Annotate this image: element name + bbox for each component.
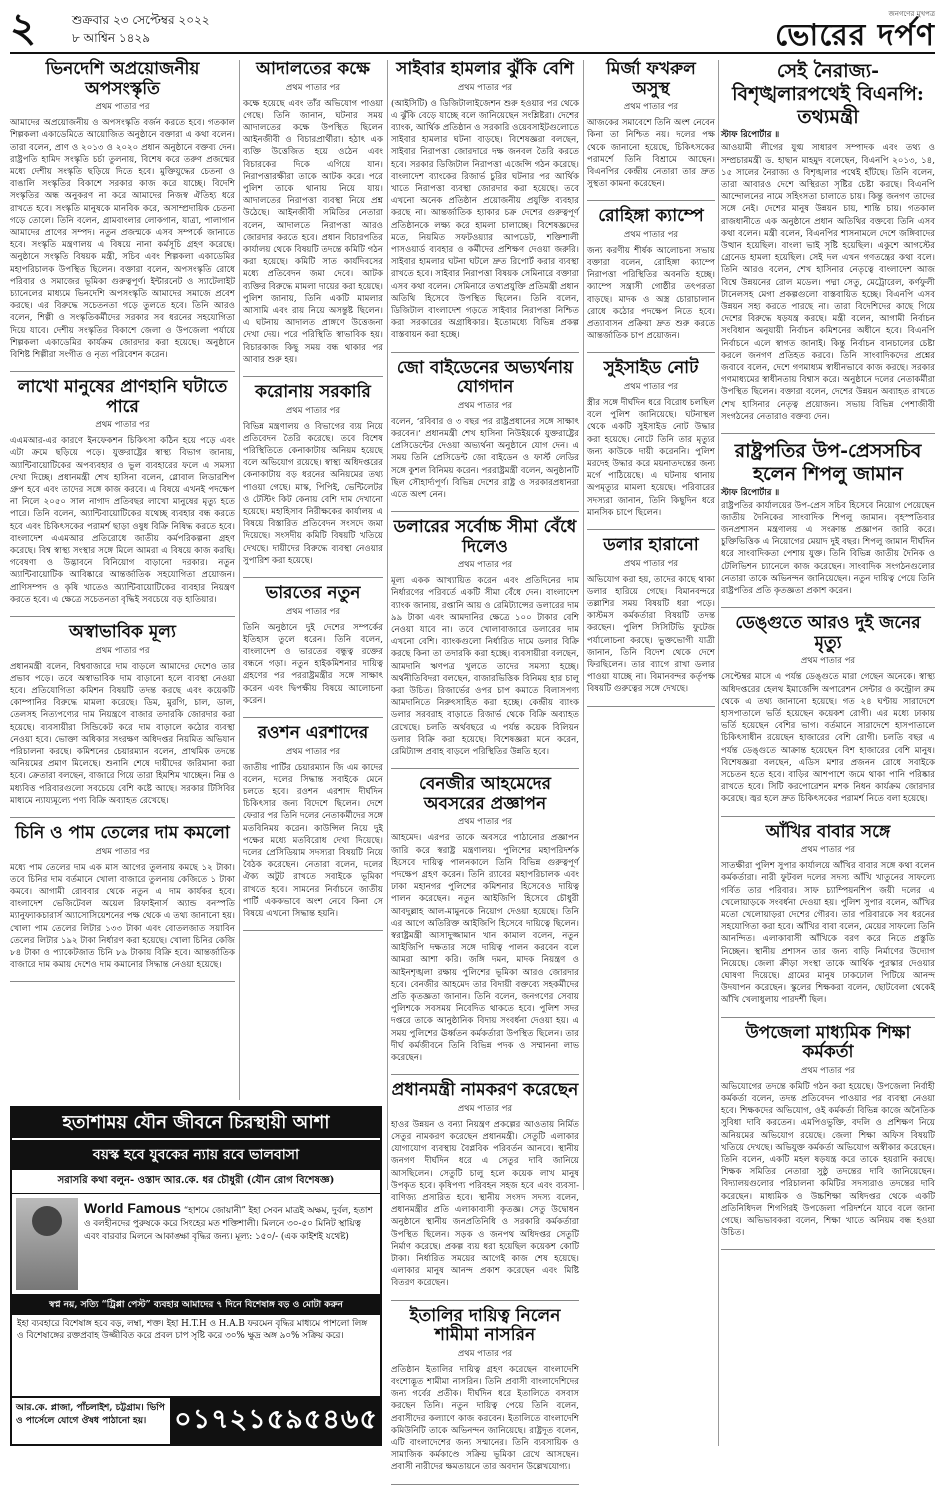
story-body: সাতক্ষীরা পুলিশ সুপার কার্যালয়ে আঁখির বাবার সঙ্গে কথা বলেন কর্মকর্তারা। নারী ফুটবল দলের সদস্য আঁখি খাতুনের সাফল্যে গর্বিত তার পরিবার। সাফ চ্যাম্পিয়নশিপ জয়ী দলের এ খেলোয়াড়কে সংবর্ধনা দেওয়া হয়। পুলিশ সুপার বলেন, আঁখির মতো খেলোয়াড়রা দেশের গৌরব। তার পরিবারকে সব ধরনের সহযোগিতা করা হবে। আঁখির বাবা বলেন, মেয়ের সাফল্যে তিনি আনন্দিত। এলাকাবাসী আঁখিকে বরণ করে নিতে প্রস্তুতি নিচ্ছেন। স্থানীয় প্রশাসন তার জন্য বাড়ি নির্মাণের উদ্যোগ নিয়েছে। জেলা ক্রীড়া সংস্থা তাকে আর্থিক পুরস্কার দেওয়ার ঘোষণা দিয়েছে। গ্রামের মানুষ ঢাকঢোল পিটিয়ে আনন্দ উদযাপন করেছেন। স্কুলের শিক্ষকরা বলেন, ছোটবেলা থেকেই আঁখি খেলাধুলায় পারদর্শী ছিল।	[721, 861, 935, 1006]
column-5	[721, 60, 935, 1446]
story-price	[10, 623, 235, 818]
story-body: মূল্য একক আখ্যায়িত করেন এবং প্রতিদিনের দাম নির্ধারণের পরিবর্তে একটি সীমা বেঁধে দেন। বাংলাদেশ ব্যাংক জানায়, রপ্তানি আয় ও রেমিট্যান্সের ডলারের দাম ৯৯ টাকা এবং আমদানির ক্ষেত্রে ১০০ টাকার বেশি নেওয়া যাবে না। তবে খোলাবাজারে ডলারের দাম এখনো বেশি। ব্যাংকগুলো নির্ধারিত দামে ডলার বিক্রি করছে কিনা তা তদারকি করা হচ্ছে। ব্যবসায়ীরা বলছেন, আমদানি ঋণপত্র খুলতে তাদের সমস্যা হচ্ছে। অর্থনীতিবিদরা বলছেন, বাজারভিত্তিক বিনিময় হার চালু করা উচিত। রিজার্ভের ওপর চাপ কমাতে বিলাসপণ্য আমদানিতে নিরুৎসাহিত করা হচ্ছে। কেন্দ্রীয় ব্যাংক ডলার সরবরাহ বাড়াতে রিজার্ভ থেকে বিক্রি অব্যাহত রেখেছে। চলতি অর্থবছরে এ পর্যন্ত কয়েক বিলিয়ন ডলার বিক্রি করা হয়েছে। বিশেষজ্ঞরা মনে করেন, রেমিট্যান্স প্রবাহ বাড়লে পরিস্থিতির উন্নতি হবে।	[391, 576, 579, 758]
date-bengali: ৮ আশ্বিন ১৪২৯	[72, 31, 151, 45]
story-italy	[391, 1307, 579, 1485]
newspaper-page	[10, 4, 935, 1473]
story-headline: লাখো মানুষের প্রাণহানি ঘটাতে পারে	[17, 377, 228, 417]
column-3	[391, 59, 579, 1473]
story-upazila	[721, 1024, 935, 1251]
story-suicide	[587, 359, 715, 530]
ad-strip: স্বপ্ন নয়, সত্যি “ট্রিপ্পা পেস্ট” ব্যবহার আমাদের ৭ দিনে বিশেষাঙ্গ বড় ও মোটা করুন	[12, 1294, 380, 1315]
story-continued: প্রথম পাতার পর	[457, 82, 513, 93]
column-1	[10, 60, 235, 1100]
story-continued: প্রথম পাতার পর	[800, 1065, 856, 1076]
newspaper-logo	[775, 8, 935, 52]
column-divider	[387, 60, 388, 1190]
story-body: আওয়ামী লীগের যুগ্ম সাধারণ সম্পাদক এবং তথ্য ও সম্প্রচারমন্ত্রী ড. হাছান মাহমুদ বলেছেন, বিএনপি ২০১৩, ১৪, ১৫ সালের নৈরাজ্য ও বিশৃঙ্খলার পথেই হাঁটছে। তিনি বলেন, তারা আবারও দেশে অস্থিরতা সৃষ্টির চেষ্টা করছে। বিএনপি আন্দোলনের নামে সহিংসতা চালাতে চায়। কিন্তু জনগণ তাদের সঙ্গে নেই। দেশের মানুষ উন্নয়ন চায়, শান্তি চায়। গতকাল রাজধানীতে এক অনুষ্ঠানে প্রধান অতিথির বক্তব্যে তিনি এসব কথা বলেন। মন্ত্রী বলেন, বিএনপির শাসনামলে দেশে জঙ্গিবাদের উত্থান হয়েছিল। বাংলা ভাই সৃষ্টি হয়েছিল। একুশে আগস্টের গ্রেনেড হামলা হয়েছিল। সেই দল এখন গণতন্ত্রের কথা বলে। তিনি আরও বলেন, শেখ হাসিনার নেতৃত্বে বাংলাদেশ আজ বিশ্বে উন্নয়নের রোল মডেল। পদ্মা সেতু, মেট্রোরেল, কর্ণফুলী টানেলসহ মেগা প্রকল্পগুলো বাস্তবায়িত হচ্ছে। বিএনপি এসব উন্নয়ন সহ্য করতে পারছে না। তারা বিদেশিদের কাছে গিয়ে দেশের বিরুদ্ধে ষড়যন্ত্র করছে। মন্ত্রী বলেন, আগামী নির্বাচন সংবিধান অনুযায়ী নির্বাচন কমিশনের অধীনে হবে। বিএনপি নির্বাচনে এলে স্বাগত জানাই। কিন্তু নির্বাচন বানচালের চেষ্টা করলে জনগণ প্রতিহত করবে। তিনি সাংবাদিকদের প্রশ্নের জবাবে বলেন, দেশে গণমাধ্যম স্বাধীনভাবে কাজ করছে। সরকার গণমাধ্যমের স্বাধীনতায় বিশ্বাস করে। অনুষ্ঠানে দলের নেতাকর্মীরা উপস্থিত ছিলেন। বক্তারা বলেন, দেশের উন্নয়ন অব্যাহত রাখতে শেখ হাসিনার নেতৃত্ব প্রয়োজন। সভায় বিভিন্ন পেশাজীবী সংগঠনের নেতারাও বক্তব্য দেন।	[721, 143, 935, 422]
story-continued: প্রথম পাতার পর	[800, 845, 856, 856]
story-mirza	[587, 60, 715, 201]
story-continued: প্রথম পাতার পর	[95, 420, 150, 431]
story-body: বলেন, ‘রবিবার ও ৩ বছর পর রাষ্ট্রপ্রধানের সঙ্গে সাক্ষাৎ করবেন।’ প্রধানমন্ত্রী শেখ হাসিনা নিউইয়র্কে যুক্তরাষ্ট্রের প্রেসিডেন্টের দেওয়া অভ্যর্থনা অনুষ্ঠানে যোগ দেন। এ সময় তিনি প্রেসিডেন্ট জো বাইডেন ও ফার্স্ট লেডির সঙ্গে কুশল বিনিময় করেন। পররাষ্ট্রমন্ত্রী বলেন, অনুষ্ঠানটি ছিল সৌহার্দ্যপূর্ণ। বিভিন্ন দেশের রাষ্ট্র ও সরকারপ্রধানরা এতে অংশ নেন।	[391, 416, 579, 500]
story-continued: প্রথম পাতার পর	[285, 405, 341, 416]
story-continued: প্রথম পাতার পর	[95, 846, 150, 857]
ad-body: ইহা ব্যবহারে বিশেষাঙ্গ হবে বড়, লম্বা, শক্ত। ইহা H.T.H ও H.A.B ফরমেন বৃদ্ধির মাধ্যমে পাশলো লিঙ্গ ও বিশেষাঙ্গের রক্তপ্রবাহ উজ্জীবিত করে প্রবল চাপ সৃষ্টি করে ৩০% ক্ষুদ্র অঙ্গ ৯০% সক্রিয় করে।	[17, 1318, 368, 1342]
story-dollar-limit	[391, 518, 579, 769]
story-continued: প্রথম পাতার পর	[95, 645, 150, 656]
story-body: এএমআর-এর কারণে ইনফেকশন চিকিৎসা কঠিন হয়ে পড়ে এবং এটা ক্রমে ছড়িয়ে পড়ে। যুক্তরাষ্ট্রের স্বাস্থ্য বিভাগ জানায়, অ্যান্টিবায়োটিকের অপব্যবহার ও ভুল ব্যবহারের ফলে এ সমস্যা দেখা দিচ্ছে। প্রধানমন্ত্রী শেখ হাসিনা বলেন, গ্লোবাল লিডারশিপ গ্রুপ হবে এবং তাদের সঙ্গে কাজ করবে। এ বিষয়ে এখনই পদক্ষেপ না নিলে ২০৫০ সাল নাগাদ প্রতিবছর লাখো মানুষের মৃত্যু হতে পারে। তিনি বলেন, অ্যান্টিবায়োটিকের যথেচ্ছ ব্যবহার বন্ধ করতে হবে এবং চিকিৎসকের পরামর্শ ছাড়া ওষুধ বিক্রি নিষিদ্ধ করতে হবে। বাংলাদেশ এএমআর প্রতিরোধে জাতীয় কর্মপরিকল্পনা গ্রহণ করেছে। বিশ্ব স্বাস্থ্য সংস্থার সঙ্গে মিলে আমরা এ বিষয়ে কাজ করছি। গবেষণা ও উদ্ভাবনে বিনিয়োগ বাড়ানো দরকার। নতুন অ্যান্টিবায়োটিক আবিষ্কারে আন্তর্জাতিক সহযোগিতা প্রয়োজন। প্রাণিসম্পদ ও কৃষি খাতেও অ্যান্টিবায়োটিকের ব্যবহার নিয়ন্ত্রণ করতে হবে। এ ক্ষেত্রে সচেতনতা বৃদ্ধিই সবচেয়ে বড় হাতিয়ার।	[10, 436, 235, 605]
story-shipul	[721, 440, 935, 608]
story-headline: সাইবার হামলার ঝুঁকি বেশি	[396, 59, 574, 79]
story-continued: প্রথম পাতার পর	[623, 102, 679, 113]
column-divider	[583, 60, 584, 1190]
story-body: অভিযোগ করা হয়, তাদের কাছে থাকা ডলার হারিয়ে গেছে। বিমানবন্দরে তল্লাশির সময় বিষয়টি ধরা পড়ে। কাস্টমস কর্মকর্তারা বিষয়টি তদন্ত করছেন। পুলিশ সিসিটিভি ফুটেজ পর্যালোচনা করছে। ভুক্তভোগী যাত্রী জানান, তিনি বিদেশ থেকে দেশে ফিরছিলেন। তার ব্যাগে রাখা ডলার পাওয়া যাচ্ছে না। বিমানবন্দর কর্তৃপক্ষ বিষয়টি গুরুত্বের সঙ্গে দেখছে।	[587, 574, 715, 695]
story-headline: রাষ্ট্রপতির উপ-প্রেসসচিব হলেন শিপলু জামান	[734, 440, 922, 485]
ad-product-text: “হাশমে জোয়ানী” ইহা সেবন মাত্রই অক্ষম, দুর্বল, হতাশ ও বলহীনদের পুরুষকে করে সিংহের মত শক্তিশালী। মিলনে ৩০-৫০ মিনিট স্থায়িত্ব এবং বারবার মিলনে আকাঙ্ক্ষা বৃদ্ধির জন্য। মূল্য: ১৫০/- (এক কাইশই যথেষ্ট)	[84, 1205, 373, 1242]
story-headline: আঁখির বাবার সঙ্গে	[765, 821, 891, 842]
story-headline: ভিনদেশি অপ্রয়োজনীয় অপসংস্কৃতি	[45, 59, 200, 99]
columns-area	[10, 59, 935, 1473]
story-body: সেপ্টেম্বর মাসে এ পর্যন্ত ডেঙ্গুতে মারা গেছেন অনেকে। স্বাস্থ্য অধিদপ্তরের হেলথ ইমার্জেন্সি অপারেশন সেন্টার ও কন্ট্রোল রুম থেকে এ তথ্য জানানো হয়েছে। গত ২৪ ঘণ্টায় সারাদেশে হাসপাতালে ভর্তি হয়েছেন কয়েকশ রোগী। এর মধ্যে ঢাকায় ভর্তি হয়েছেন বেশির ভাগ। বর্তমানে সারাদেশে হাসপাতালে চিকিৎসাধীন রয়েছেন হাজারের বেশি রোগী। চলতি বছর এ পর্যন্ত ডেঙ্গুতে আক্রান্ত হয়েছেন বিশ হাজারের বেশি মানুষ। বিশেষজ্ঞরা বলছেন, এডিস মশার প্রজনন রোধে সবাইকে সচেতন হতে হবে। বাড়ির আশপাশে জমে থাকা পানি পরিষ্কার রাখতে হবে। সিটি করপোরেশন মশক নিধন কার্যক্রম জোরদার করেছে। জ্বর হলে দ্রুত চিকিৎসকের পরামর্শ নিতে বলা হয়েছে।	[721, 672, 935, 805]
story-body: কক্ষে হয়েছে এবং তাঁর অভিযোগ পাওয়া গেছে। তিনি জানান, ঘটনার সময় আদালতের কক্ষে উপস্থিত ছিলেন আইনজীবী ও বিচারপ্রার্থীরা। হঠাৎ এক ব্যক্তি উত্তেজিত হয়ে ওঠেন এবং বিচারকের দিকে এগিয়ে যান। নিরাপত্তারক্ষীরা তাকে আটক করে। পরে পুলিশ তাকে থানায় নিয়ে যায়। আদালতের নিরাপত্তা ব্যবস্থা নিয়ে প্রশ্ন উঠেছে। আইনজীবী সমিতির নেতারা বলেন, আদালতে নিরাপত্তা আরও জোরদার করতে হবে। প্রধান বিচারপতির কার্যালয় থেকে বিষয়টি তদন্তে কমিটি গঠন করা হয়েছে। কমিটি সাত কার্যদিবসের মধ্যে প্রতিবেদন জমা দেবে। আটক ব্যক্তির বিরুদ্ধে মামলা দায়ের করা হয়েছে। পুলিশ জানায়, তিনি একটি মামলার আসামি এবং রায় নিয়ে অসন্তুষ্ট ছিলেন। এ ঘটনায় আদালত প্রাঙ্গণে উত্তেজনা দেখা দেয়। পরে পরিস্থিতি স্বাভাবিক হয়। বিচারকাজ কিছু সময় বন্ধ থাকার পর আবার শুরু হয়।	[243, 98, 383, 365]
story-rohingya	[587, 207, 715, 353]
story-continued: প্রথম পাতার পর	[457, 1103, 513, 1114]
story-headline: রওশন এরশাদের	[257, 722, 369, 743]
story-headline: ইতালির দায়িত্ব নিলেন শামীমা নাসরিন	[409, 1305, 561, 1346]
story-body: মধ্যে পাম তেলের দাম এক মাস আগের তুলনায় কমছে ১২ টাকা। তবে চিনির দাম বর্তমানে খোলা বাজারে তুলনায় কেজিতে ১ টাকা কমবে। আগামী রোববার থেকে নতুন এ দাম কার্যকর হবে। বাংলাদেশ ভেজিটেবল অয়েল রিফাইনার্স অ্যান্ড বনস্পতি ম্যানুফ্যাকচারার্স অ্যাসোসিয়েশনের পক্ষ থেকে এ তথ্য জানানো হয়। খোলা পাম তেলের লিটার ১৩৩ টাকা এবং বোতলজাত সয়াবিন তেলের লিটার ১৯২ টাকা নির্ধারণ করা হয়েছে। খোলা চিনির কেজি ৮৪ টাকা ও প্যাকেটজাত চিনি ৮৯ টাকায় বিক্রি হবে। আন্তর্জাতিক বাজারে দাম কমায় দেশেও দাম কমানোর সিদ্ধান্ত নেওয়া হয়েছে।	[10, 862, 235, 971]
story-body: হাওর উন্নয়ন ও বন্যা নিয়ন্ত্রণ প্রকল্পের আওতায় নির্মিত সেতুর নামকরণ করেছেন প্রধানমন্ত্রী। সেতুটি এলাকার যোগাযোগ ব্যবস্থায় বৈপ্লবিক পরিবর্তন আনবে। স্থানীয় জনগণ দীর্ঘদিন ধরে এ সেতুর দাবি জানিয়ে আসছিলেন। সেতুটি চালু হলে কয়েক লাখ মানুষ উপকৃত হবে। কৃষিপণ্য পরিবহন সহজ হবে এবং ব্যবসা-বাণিজ্য প্রসারিত হবে। স্থানীয় সংসদ সদস্য বলেন, প্রধানমন্ত্রীর প্রতি এলাকাবাসী কৃতজ্ঞ। সেতু উদ্বোধন অনুষ্ঠানে স্থানীয় জনপ্রতিনিধি ও সরকারি কর্মকর্তারা উপস্থিত ছিলেন। সড়ক ও জনপথ অধিদপ্তর সেতুটি নির্মাণ করেছে। প্রকল্প ব্যয় ধরা হয়েছিল কয়েকশ কোটি টাকা। নির্ধারিত সময়ের আগেই কাজ শেষ হয়েছে। এলাকার মানুষ আনন্দ প্রকাশ করেছেন এবং মিষ্টি বিতরণ করেছেন।	[391, 1119, 579, 1289]
story-body: রাষ্ট্রপতির কার্যালয়ের উপ-প্রেস সচিব হিসেবে নিয়োগ পেয়েছেন জাতীয় দৈনিকের সাংবাদিক শিপলু জামান। বৃহস্পতিবার জনপ্রশাসন মন্ত্রণালয় এ সংক্রান্ত প্রজ্ঞাপন জারি করে। চুক্তিভিত্তিক এ নিয়োগের মেয়াদ দুই বছর। শিপলু জামান দীর্ঘদিন ধরে সাংবাদিকতা পেশায় যুক্ত। তিনি বিভিন্ন জাতীয় দৈনিক ও টেলিভিশন চ্যানেলে কাজ করেছেন। সাংবাদিক সংগঠনগুলোর নেতারা তাকে অভিনন্দন জানিয়েছেন। নতুন দায়িত্ব পেয়ে তিনি রাষ্ট্রপতির প্রতি কৃতজ্ঞতা প্রকাশ করেন।	[721, 500, 935, 597]
story-headline: ডলার হারানো	[603, 535, 699, 556]
ad-phone-number: ০১৭২১৫৯৫৪৬৫	[172, 1398, 380, 1444]
story-byline: স্টাফ রিপোর্টার ॥	[721, 487, 780, 498]
story-dengue	[721, 614, 935, 816]
story-headline: প্রধানমন্ত্রী নামকরণ করেছেন	[391, 1080, 579, 1101]
masthead	[10, 6, 935, 54]
story-headline: উপজেলা মাধ্যমিক শিক্ষা কর্মকর্তা	[745, 1022, 911, 1063]
ad-headline: হতাশাময় যৌন জীবনে চিরস্থায়ী আশা	[12, 1108, 380, 1138]
story-body: আহমেদ। এরপর তাকে অবসরে পাঠানোর প্রজ্ঞাপন জারি করে স্বরাষ্ট্র মন্ত্রণালয়। পুলিশের মহাপরিদর্শক হিসেবে দায়িত্ব পালনকালে তিনি বিভিন্ন গুরুত্বপূর্ণ পদক্ষেপ গ্রহণ করেন। তিনি র‍্যাবের মহাপরিচালক এবং ঢাকা মহানগর পুলিশের কমিশনার হিসেবেও দায়িত্ব পালন করেছেন। নতুন আইজিপি হিসেবে চৌধুরী আবদুল্লাহ আল-মামুনকে নিয়োগ দেওয়া হয়েছে। তিনি এর আগে অতিরিক্ত আইজিপি হিসেবে দায়িত্বে ছিলেন। স্বরাষ্ট্রমন্ত্রী আসাদুজ্জামান খান কামাল বলেন, নতুন আইজিপি দক্ষতার সঙ্গে দায়িত্ব পালন করবেন বলে আমরা আশা করি। জঙ্গি দমন, মাদক নিয়ন্ত্রণ ও আইনশৃঙ্খলা রক্ষায় পুলিশের ভূমিকা আরও জোরদার হবে। বেনজীর আহমেদ তার বিদায়ী বক্তব্যে সহকর্মীদের প্রতি কৃতজ্ঞতা জানান। তিনি বলেন, জনগণের সেবায় পুলিশকে সবসময় নিবেদিত থাকতে হবে। পুলিশ সদর দপ্তরে তাকে আনুষ্ঠানিক বিদায় সংবর্ধনা দেওয়া হয়। এ সময় পুলিশের ঊর্ধ্বতন কর্মকর্তারা উপস্থিত ছিলেন। তার দীর্ঘ কর্মজীবনে তিনি বিভিন্ন পদক ও সম্মাননা লাভ করেছেন।	[391, 833, 579, 1064]
story-continued: প্রথম পাতার পর	[285, 82, 341, 93]
advertisement	[10, 1106, 382, 1446]
story-continued: প্রথম পাতার পর	[457, 1348, 513, 1359]
story-continued: প্রথম পাতার পর	[457, 560, 513, 571]
page-number: ২	[10, 4, 37, 51]
ad-headline-secondary: বয়স্ক হবে যুবকের ন্যায় রবে ভালবাসা	[12, 1140, 380, 1170]
story-cyber	[391, 60, 579, 353]
ad-world-famous: World Famous	[84, 1199, 181, 1216]
ad-address: আর.কে. প্লাজা, পাঁচলাইশ, চট্টগ্রাম। ভিপি ও পার্সেলে যোগে ঔষধ পাঠানো হয়।	[12, 1398, 172, 1444]
story-headline: চিনি ও পাম তেলের দাম কমলো	[15, 823, 230, 844]
story-body: জন্য করণীয় শীর্ষক আলোচনা সভায় বক্তারা বলেন, রোহিঙ্গা ক্যাম্পে নিরাপত্তা পরিস্থিতির অবনতি হচ্ছে। ক্যাম্পে সন্ত্রাসী গোষ্ঠীর তৎপরতা বাড়ছে। মাদক ও অস্ত্র চোরাচালান রোধে কঠোর পদক্ষেপ নিতে হবে। প্রত্যাবাসন প্রক্রিয়া দ্রুত শুরু করতে আন্তর্জাতিক চাপ প্রয়োজন।	[587, 245, 715, 342]
logo-tagline: জনগণের মুখপত্র	[888, 10, 935, 18]
story-body: আমাদের অপ্রয়োজনীয় ও অপসংস্কৃতি বর্জন করতে হবে। গতকাল শিল্পকলা একাডেমিতে আয়োজিত অনুষ্ঠানে বক্তারা এ কথা বলেন। তারা বলেন, প্রাণ ও ২০১৩ ও ২০২০ প্রধান অনুষ্ঠানে বক্তব্য দেন। রাষ্ট্রপতি হামিদ সংস্কৃতি চর্চা তুলনায়, বিশেষ করে তরুণ প্রজন্মের মধ্যে দেশীয় সংস্কৃতি ছড়িয়ে দিতে হবে। মুক্তিযুদ্ধের চেতনা ও বাঙালি সংস্কৃতির বিকাশে সরকার কাজ করে যাচ্ছে। বিদেশি সংস্কৃতির অন্ধ অনুকরণ না করে আমাদের নিজস্ব ঐতিহ্য ধরে রাখতে হবে। সংস্কৃতি মানুষকে মানবিক করে, অসাম্প্রদায়িক চেতনা গড়ে তোলে। তিনি বলেন, গ্রামবাংলার লোকগান, যাত্রা, পালাগান আমাদের প্রাণের সম্পদ। নতুন প্রজন্মকে এসব সম্পর্কে জানাতে হবে। সংস্কৃতি মন্ত্রণালয় এ বিষয়ে নানা কর্মসূচি গ্রহণ করেছে। অনুষ্ঠানে সংস্কৃতি বিষয়ক মন্ত্রী, সচিব এবং শিল্পকলা একাডেমির মহাপরিচালক উপস্থিত ছিলেন। বক্তারা বলেন, অপসংস্কৃতি রোধে পরিবার ও সমাজের ভূমিকা গুরুত্বপূর্ণ। ইন্টারনেট ও স্যাটেলাইট চ্যানেলের মাধ্যমে ভিনদেশি অপসংস্কৃতি আমাদের সমাজে প্রবেশ করছে। এর বিরুদ্ধে সচেতনতা গড়ে তুলতে হবে। তিনি আরও বলেন, শিল্পী ও সংস্কৃতিকর্মীদের সরকার সব ধরনের সহযোগিতা দিয়ে যাবে। দেশীয় সংস্কৃতির বিকাশে জেলা ও উপজেলা পর্যায়ে শিল্পকলা একাডেমির কার্যক্রম জোরদার করা হয়েছে। অনুষ্ঠানে বিশিষ্ট শিল্পীরা সংগীত ও নৃত্য পরিবেশন করেন।	[10, 118, 235, 360]
column-divider	[718, 60, 719, 1446]
column-divider	[239, 60, 240, 1100]
story-continued: প্রথম পাতার পর	[457, 817, 513, 828]
story-body: অভিযোগের তদন্তে কমিটি গঠন করা হয়েছে। উপজেলা নির্বাহী কর্মকর্তা বলেন, তদন্ত প্রতিবেদন পাওয়ার পর ব্যবস্থা নেওয়া হবে। শিক্ষকদের অভিযোগ, ওই কর্মকর্তা বিভিন্ন কাজে অনৈতিক সুবিধা দাবি করতেন। এমপিওভুক্তি, বদলি ও প্রশিক্ষণ নিয়ে অনিয়মের অভিযোগ রয়েছে। জেলা শিক্ষা অফিস বিষয়টি খতিয়ে দেখছে। অভিযুক্ত কর্মকর্তা অভিযোগ অস্বীকার করেছেন। তিনি বলেন, একটি মহল ষড়যন্ত্র করে তাকে হয়রানি করছে। শিক্ষক সমিতির নেতারা সুষ্ঠু তদন্তের দাবি জানিয়েছেন। বিদ্যালয়গুলোর পরিচালনা কমিটির সদস্যরাও তদন্তের দাবি করেছেন। মাধ্যমিক ও উচ্চশিক্ষা অধিদপ্তর থেকে একটি প্রতিনিধিদল শিগগিরই উপজেলা পরিদর্শনে যাবে বলে জানা গেছে। অভিভাবকরা বলেন, শিক্ষা খাতে অনিয়ম বন্ধ হওয়া উচিত।	[721, 1081, 935, 1239]
story-culture	[10, 60, 235, 372]
ad-footer	[12, 1396, 380, 1444]
story-benazir	[391, 775, 579, 1075]
story-continued: প্রথম পাতার পর	[285, 606, 341, 617]
logo-text: ভোরের দর্পণ	[775, 18, 935, 53]
story-headline: ডেঙ্গুতে আরও দুই জনের মৃত্যু	[735, 613, 921, 653]
story-raushan	[243, 724, 383, 931]
story-headline: সেই নৈরাজ্য-বিশৃঙ্খলারপথেই বিএনপি: তথ্যমন্ত্রী	[732, 60, 924, 128]
story-father	[721, 823, 935, 1018]
story-continued: প্রথম পাতার পর	[800, 656, 856, 667]
column-4	[587, 60, 715, 1190]
person-photo-icon	[16, 1198, 78, 1290]
story-continued: প্রথম পাতার পর	[623, 382, 679, 393]
story-headline: ভারতের নতুন	[265, 583, 361, 603]
story-continued: প্রথম পাতার পর	[623, 558, 679, 569]
story-continued: প্রথম পাতার পর	[285, 746, 341, 757]
column-2	[243, 60, 383, 1190]
story-body: বিভিন্ন মন্ত্রণালয় ও বিভাগের ব্যয় নিয়ে প্রতিবেদন তৈরি করেছে। তবে বিশেষ পরিস্থিতিতে কেনাকাটায় অনিয়ম হয়েছে বলে অভিযোগ রয়েছে। স্বাস্থ্য অধিদপ্তরের কেনাকাটায় বড় ধরনের অনিয়মের তথ্য পাওয়া গেছে। মাস্ক, পিপিই, ভেন্টিলেটর ও টেস্টিং কিট কেনায় বেশি দাম দেখানো হয়েছে। মহাহিসাব নিরীক্ষকের কার্যালয় এ বিষয়ে বিস্তারিত প্রতিবেদন সংসদে জমা দিয়েছে। সংসদীয় কমিটি বিষয়টি খতিয়ে দেখছে। দায়ীদের বিরুদ্ধে ব্যবস্থা নেওয়ার সুপারিশ করা হয়েছে।	[243, 421, 383, 566]
story-continued: প্রথম পাতার পর	[623, 229, 679, 240]
story-body: প্রধানমন্ত্রী বলেন, বিশ্ববাজারে দাম বাড়লে আমাদের দেশেও তার প্রভাব পড়ে। তবে অস্বাভাবিক দাম বাড়ানো হলে ব্যবস্থা নেওয়া হবে। প্রতিযোগিতা কমিশন বিষয়টি তদন্ত করছে এবং কয়েকটি কোম্পানির বিরুদ্ধে মামলা করেছে। ডিম, মুরগি, চাল, ডাল, তেলসহ নিত্যপণ্যের দাম নিয়ন্ত্রণে বাজার তদারকি জোরদার করা হয়েছে। ব্যবসায়ীরা সিন্ডিকেট করে দাম বাড়ালে কঠোর ব্যবস্থা নেওয়া হবে। ভোক্তা অধিকার সংরক্ষণ অধিদপ্তর নিয়মিত অভিযান পরিচালনা করছে। কমিশনের চেয়ারম্যান বলেন, প্রাথমিক তদন্তে অনিয়মের প্রমাণ মিলেছে। শুনানি শেষে দায়ীদের জরিমানা করা হবে। ক্রেতারা বলছেন, বাজারে গিয়ে তারা হিমশিম খাচ্ছেন। নিম্ন ও মধ্যবিত্ত পরিবারগুলো সবচেয়ে বেশি কষ্টে আছে। সরকার টিসিবির মাধ্যমে ন্যায্যমূল্যে পণ্য বিক্রি অব্যাহত রেখেছে।	[10, 661, 235, 806]
date-gregorian: শুক্রবার ২৩ সেপ্টেম্বর ২০২২	[72, 13, 210, 27]
story-body: স্ত্রীর সঙ্গে দীর্ঘদিন ধরে বিরোধ চলছিল বলে পুলিশ জানিয়েছে। ঘটনাস্থল থেকে একটি সুইসাইড নোট উদ্ধার করা হয়েছে। নোটে তিনি তার মৃত্যুর জন্য কাউকে দায়ী করেননি। পুলিশ মরদেহ উদ্ধার করে ময়নাতদন্তের জন্য মর্গে পাঠিয়েছে। এ ঘটনায় থানায় অপমৃত্যুর মামলা হয়েছে। পরিবারের সদস্যরা জানান, তিনি কিছুদিন ধরে মানসিক চাপে ছিলেন।	[587, 398, 715, 518]
story-court	[243, 60, 383, 377]
story-byline: স্টাফ রিপোর্টার ॥	[721, 130, 780, 141]
story-body: তিনি অনুষ্ঠানে দুই দেশের সম্পর্কের ইতিহাস তুলে ধরেন। তিনি বলেন, বাংলাদেশ ও ভারতের বন্ধুত্ব রক্তের বন্ধনে গড়া। নতুন হাইকমিশনার দায়িত্ব গ্রহণের পর পররাষ্ট্রমন্ত্রীর সঙ্গে সাক্ষাৎ করেন এবং দ্বিপক্ষীয় বিষয়ে আলোচনা করেন।	[243, 622, 383, 706]
story-headline: আদালতের কক্ষে	[256, 59, 370, 79]
story-biden	[391, 359, 579, 513]
story-headline: মির্জা ফখরুল অসুস্থ	[606, 59, 696, 99]
ad-product-copy	[84, 1198, 376, 1290]
ad-product-block	[12, 1194, 380, 1294]
story-headline: রোহিঙ্গা ক্যাম্পে	[598, 206, 704, 227]
story-bnp	[721, 60, 935, 434]
story-india	[243, 584, 383, 718]
story-dollar-lost	[587, 536, 715, 707]
story-life-saving	[10, 378, 235, 617]
story-headline: করোনায় সরকারি	[255, 382, 371, 403]
story-headline: বেনজীর আহমেদের অবসরের প্রজ্ঞাপন	[419, 774, 551, 814]
story-headline: অস্বাভাবিক মূল্য	[69, 622, 176, 643]
ad-subtitle: সরাসরি কথা বলুন- ওস্তাদ আর.কে. ধর চৌধুরী (যৌন রোগ বিশেষজ্ঞ)	[12, 1170, 380, 1194]
story-headline: জো বাইডেনের অভ্যর্থনায় যোগদান	[396, 357, 574, 398]
story-headline: ডলারের সর্বোচ্চ সীমা বেঁধে দিলেও	[393, 517, 577, 557]
story-corona	[243, 383, 383, 578]
story-pm-naming	[391, 1081, 579, 1300]
story-body: আজকের সমাবেশে তিনি অংশ নেবেন কিনা তা নিশ্চিত নয়। দলের পক্ষ থেকে জানানো হয়েছে, চিকিৎসকের পরামর্শে তিনি বিশ্রামে আছেন। বিএনপির কেন্দ্রীয় নেতারা তার দ্রুত সুস্থতা কামনা করেছেন।	[587, 118, 715, 190]
story-body: প্রতিষ্ঠান ইতালির দায়িত্ব গ্রহণ করেছেন বাংলাদেশি বংশোদ্ভূত শামীমা নাসরিন। তিনি প্রবাসী বাংলাদেশিদের জন্য গর্বের প্রতীক। দীর্ঘদিন ধরে ইতালিতে বসবাস করছেন তিনি। নতুন দায়িত্ব পেয়ে তিনি বলেন, প্রবাসীদের কল্যাণে কাজ করবেন। ইতালিতে বাংলাদেশি কমিউনিটি তাকে অভিনন্দন জানিয়েছে। রাষ্ট্রদূত বলেন, এটি বাংলাদেশের জন্য সম্মানের। তিনি ব্যবসায়িক ও সামাজিক কর্মকাণ্ডে সক্রিয় ভূমিকা রেখে আসছেন। প্রবাসী নারীদের ক্ষমতায়নে তার অবদান উল্লেখযোগ্য।	[391, 1364, 579, 1473]
story-body: (আইসিটি) ও ডিজিটালাইজেশন শুরু হওয়ার পর থেকে এ ঝুঁকি বেড়ে যাচ্ছে বলে জানিয়েছেন সংশ্লিষ্টরা। দেশের ব্যাংক, আর্থিক প্রতিষ্ঠান ও সরকারি ওয়েবসাইটগুলোতে সাইবার হামলার ঘটনা বাড়ছে। বিশেষজ্ঞরা বলছেন, সাইবার নিরাপত্তা জোরদারে দক্ষ জনবল তৈরি করতে হবে। সরকার ডিজিটাল নিরাপত্তা এজেন্সি গঠন করেছে। বাংলাদেশ ব্যাংকের রিজার্ভ চুরির ঘটনার পর আর্থিক খাতে নিরাপত্তা ব্যবস্থা জোরদার করা হয়েছে। তবে এখনো অনেক প্রতিষ্ঠান প্রয়োজনীয় প্রযুক্তি ব্যবহার করছে না। আন্তর্জাতিক হ্যাকার চক্র দেশের গুরুত্বপূর্ণ প্রতিষ্ঠানকে লক্ষ্য করে হামলা চালাচ্ছে। বিশেষজ্ঞদের মতে, নিয়মিত সফটওয়্যার আপডেট, শক্তিশালী পাসওয়ার্ড ব্যবহার ও কর্মীদের প্রশিক্ষণ দেওয়া জরুরি। সাইবার হামলার ঘটনা ঘটলে দ্রুত রিপোর্ট করার ব্যবস্থা রাখতে হবে। সাইবার নিরাপত্তা বিষয়ক সেমিনারে বক্তারা এসব কথা বলেন। সেমিনারে তথ্যপ্রযুক্তি প্রতিমন্ত্রী প্রধান অতিথি হিসেবে উপস্থিত ছিলেন। তিনি বলেন, ডিজিটাল বাংলাদেশ গড়তে সাইবার নিরাপত্তা নিশ্চিত করা সরকারের অগ্রাধিকার। ইতোমধ্যে বিভিন্ন প্রকল্প বাস্তবায়ন করা হচ্ছে।	[391, 98, 579, 341]
story-body: জাতীয় পার্টির চেয়ারম্যান জি এম কাদের বলেন, দলের সিদ্ধান্ত সবাইকে মেনে চলতে হবে। রওশন এরশাদ দীর্ঘদিন চিকিৎসার জন্য বিদেশে ছিলেন। দেশে ফেরার পর তিনি দলের নেতাকর্মীদের সঙ্গে মতবিনিময় করেন। কাউন্সিল নিয়ে দুই পক্ষের মধ্যে মতবিরোধ দেখা দিয়েছে। দলের প্রেসিডিয়াম সদস্যরা বিষয়টি নিয়ে বৈঠক করেছেন। নেতারা বলেন, দলের ঐক্য অটুট রাখতে সবাইকে ভূমিকা রাখতে হবে। সামনের নির্বাচনে জাতীয় পার্টি এককভাবে অংশ নেবে কিনা সে বিষয়ে এখনো সিদ্ধান্ত হয়নি।	[243, 762, 383, 919]
story-continued: প্রথম পাতার পর	[95, 102, 150, 113]
story-continued: প্রথম পাতার পর	[457, 400, 513, 411]
story-headline: সুইসাইড নোট	[603, 358, 699, 379]
story-oil	[10, 824, 235, 982]
